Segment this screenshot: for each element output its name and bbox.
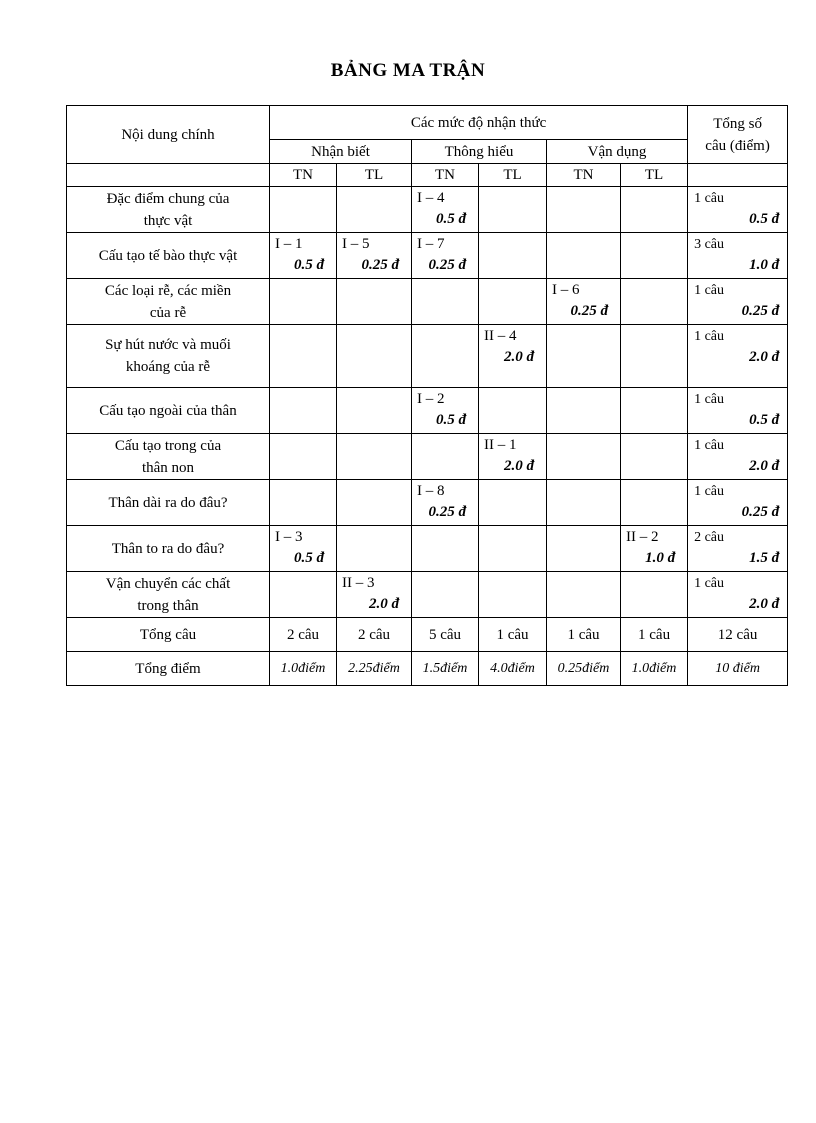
question-code: I – 4 xyxy=(417,190,445,206)
matrix-cell xyxy=(479,572,547,618)
header-tl: TL xyxy=(337,164,412,187)
matrix-cell xyxy=(270,572,337,618)
matrix-cell xyxy=(412,572,479,618)
question-code: II – 1 xyxy=(484,437,517,453)
content-label xyxy=(67,187,270,233)
question-code: II – 3 xyxy=(342,575,375,591)
matrix-cell xyxy=(621,526,688,572)
content-label-line: Thân dài ra do đâu? xyxy=(108,494,228,511)
header-tn: TN xyxy=(412,164,479,187)
totals-score-value: 4.0điểm xyxy=(479,652,547,686)
row-total xyxy=(688,187,788,233)
row-total-points: 2.0 đ xyxy=(749,596,780,612)
matrix-cell xyxy=(479,388,547,434)
header-total-line1: Tổng số xyxy=(713,115,762,132)
matrix-cell xyxy=(337,388,412,434)
content-row xyxy=(67,480,788,526)
matrix-cell xyxy=(621,233,688,279)
question-code: II – 2 xyxy=(626,529,659,545)
matrix-cell xyxy=(479,233,547,279)
matrix-cell xyxy=(270,279,337,325)
question-points: 0.5 đ xyxy=(294,257,324,273)
content-row xyxy=(67,572,788,618)
content-label xyxy=(67,325,270,388)
matrix-cell xyxy=(547,325,621,388)
content-label-line: thực vật xyxy=(143,212,193,229)
matrix-cell xyxy=(270,480,337,526)
matrix-cell xyxy=(547,434,621,480)
totals-score-value: 1.0điểm xyxy=(621,652,688,686)
matrix-cell xyxy=(337,434,412,480)
matrix-cell xyxy=(621,325,688,388)
row-total xyxy=(688,388,788,434)
totals-count-label: Tổng câu xyxy=(67,618,270,652)
row-total-count: 1 câu xyxy=(694,576,725,591)
matrix-cell xyxy=(479,187,547,233)
matrix-cell xyxy=(337,233,412,279)
matrix-cell xyxy=(547,388,621,434)
matrix-cell xyxy=(479,434,547,480)
matrix-cell xyxy=(412,279,479,325)
header-apply: Vận dụng xyxy=(547,140,688,164)
header-understand: Thông hiểu xyxy=(412,140,547,164)
header-tn: TN xyxy=(270,164,337,187)
matrix-cell xyxy=(270,388,337,434)
content-label xyxy=(67,279,270,325)
matrix-cell xyxy=(479,480,547,526)
row-total-count: 1 câu xyxy=(694,392,725,407)
totals-count-value: 5 câu xyxy=(412,618,479,652)
matrix-cell xyxy=(547,480,621,526)
row-total-points: 2.0 đ xyxy=(749,458,780,474)
content-label xyxy=(67,480,270,526)
totals-score-total: 10 điểm xyxy=(688,652,788,686)
row-total-points: 0.5 đ xyxy=(749,412,780,428)
header-blank xyxy=(67,164,270,187)
question-points: 2.0 đ xyxy=(504,349,534,365)
header-tl: TL xyxy=(479,164,547,187)
totals-score-value: 1.0điểm xyxy=(270,652,337,686)
row-total-points: 1.0 đ xyxy=(749,257,780,273)
question-points: 2.0 đ xyxy=(369,596,399,612)
row-total-points: 0.25 đ xyxy=(741,303,780,319)
matrix-cell xyxy=(547,526,621,572)
question-points: 1.0 đ xyxy=(645,550,676,566)
matrix-cell xyxy=(412,480,479,526)
row-total xyxy=(688,572,788,618)
question-points: 0.5 đ xyxy=(436,211,466,227)
question-code: I – 3 xyxy=(275,529,303,545)
question-code: II – 4 xyxy=(484,328,517,344)
matrix-cell xyxy=(337,480,412,526)
header-total-line2: câu (điểm) xyxy=(705,137,770,154)
header-levels: Các mức độ nhận thức xyxy=(270,106,688,140)
row-total xyxy=(688,526,788,572)
totals-score-value: 0.25điểm xyxy=(547,652,621,686)
matrix-cell xyxy=(337,325,412,388)
question-points: 0.5 đ xyxy=(294,550,324,566)
content-label xyxy=(67,572,270,618)
matrix-cell xyxy=(270,434,337,480)
totals-count-value: 1 câu xyxy=(479,618,547,652)
matrix-cell xyxy=(270,233,337,279)
totals-count-value: 2 câu xyxy=(270,618,337,652)
row-total xyxy=(688,325,788,388)
row-total-points: 0.25 đ xyxy=(741,504,780,520)
question-code: I – 1 xyxy=(275,236,303,252)
content-label-line: Sự hút nước và muối xyxy=(105,337,231,353)
matrix-cell xyxy=(479,325,547,388)
header-tl: TL xyxy=(621,164,688,187)
content-label xyxy=(67,526,270,572)
content-row xyxy=(67,388,788,434)
matrix-cell xyxy=(621,480,688,526)
row-total xyxy=(688,434,788,480)
row-total-points: 1.5 đ xyxy=(749,550,780,566)
matrix-cell xyxy=(621,388,688,434)
content-row xyxy=(67,526,788,572)
header-total xyxy=(688,106,788,164)
question-code: I – 2 xyxy=(417,391,445,407)
question-points: 0.25 đ xyxy=(570,303,608,319)
question-code: I – 7 xyxy=(417,236,445,252)
content-label xyxy=(67,388,270,434)
question-code: I – 5 xyxy=(342,236,370,252)
content-label-line: trong thân xyxy=(137,597,199,614)
totals-score-value: 1.5điểm xyxy=(412,652,479,686)
content-row xyxy=(67,325,788,388)
content-label-line: Cấu tạo tế bào thực vật xyxy=(98,247,238,264)
totals-count-row xyxy=(67,618,788,652)
content-row xyxy=(67,187,788,233)
totals-count-value: 1 câu xyxy=(621,618,688,652)
totals-count-value: 1 câu xyxy=(547,618,621,652)
row-total xyxy=(688,480,788,526)
matrix-cell xyxy=(337,572,412,618)
row-total-count: 1 câu xyxy=(694,329,725,344)
content-label-line: Cấu tạo trong của xyxy=(114,437,222,454)
row-total-count: 1 câu xyxy=(694,484,725,499)
row-total-count: 3 câu xyxy=(694,237,725,252)
matrix-cell xyxy=(412,325,479,388)
matrix-cell xyxy=(337,279,412,325)
header-content: Nội dung chính xyxy=(67,106,270,164)
content-label-line: của rễ xyxy=(149,304,187,321)
matrix-cell xyxy=(621,434,688,480)
content-label xyxy=(67,233,270,279)
matrix-cell xyxy=(337,526,412,572)
matrix-cell xyxy=(270,526,337,572)
totals-count-total: 12 câu xyxy=(688,618,788,652)
header-blank xyxy=(688,164,788,187)
question-points: 0.25 đ xyxy=(428,257,466,273)
row-total-count: 2 câu xyxy=(694,530,725,545)
matrix-cell xyxy=(547,233,621,279)
totals-score-value: 2.25điểm xyxy=(337,652,412,686)
header-tn: TN xyxy=(547,164,621,187)
matrix-cell xyxy=(270,325,337,388)
matrix-cell xyxy=(412,388,479,434)
matrix-cell xyxy=(412,526,479,572)
totals-score-label: Tổng điểm xyxy=(67,652,270,686)
row-total xyxy=(688,233,788,279)
matrix-cell xyxy=(412,434,479,480)
matrix-cell xyxy=(479,526,547,572)
content-label-line: Đặc điểm chung của xyxy=(106,190,230,207)
header-recognize: Nhận biết xyxy=(270,140,412,164)
content-label xyxy=(67,434,270,480)
matrix-cell xyxy=(479,279,547,325)
matrix-table xyxy=(66,105,788,686)
content-label-line: Các loại rễ, các miền xyxy=(104,282,232,299)
row-total-points: 0.5 đ xyxy=(749,211,780,227)
content-label-line: khoáng của rễ xyxy=(125,359,211,375)
content-row xyxy=(67,233,788,279)
content-row xyxy=(67,279,788,325)
row-total xyxy=(688,279,788,325)
content-label-line: Vận chuyển các chất xyxy=(105,575,231,592)
question-points: 0.25 đ xyxy=(428,504,466,520)
page-title: BẢNG MA TRẬN xyxy=(330,60,486,81)
matrix-cell xyxy=(621,187,688,233)
matrix-cell xyxy=(547,187,621,233)
matrix-cell xyxy=(270,187,337,233)
matrix-cell xyxy=(621,572,688,618)
matrix-cell xyxy=(337,187,412,233)
matrix-cell xyxy=(547,572,621,618)
content-label-line: Thân to ra do đâu? xyxy=(111,540,225,557)
matrix-cell xyxy=(547,279,621,325)
row-total-count: 1 câu xyxy=(694,438,725,453)
content-row xyxy=(67,434,788,480)
row-total-count: 1 câu xyxy=(694,191,725,206)
question-points: 2.0 đ xyxy=(504,458,534,474)
totals-score-row xyxy=(67,652,788,686)
row-total-points: 2.0 đ xyxy=(749,349,780,365)
question-points: 0.25 đ xyxy=(361,257,399,273)
question-points: 0.5 đ xyxy=(436,412,466,428)
row-total-count: 1 câu xyxy=(694,283,725,298)
matrix-cell xyxy=(621,279,688,325)
content-label-line: thân non xyxy=(141,459,195,476)
content-label-line: Cấu tạo ngoài của thân xyxy=(99,402,237,419)
totals-count-value: 2 câu xyxy=(337,618,412,652)
matrix-cell xyxy=(412,233,479,279)
question-code: I – 6 xyxy=(552,282,580,298)
question-code: I – 8 xyxy=(417,483,445,499)
matrix-cell xyxy=(412,187,479,233)
